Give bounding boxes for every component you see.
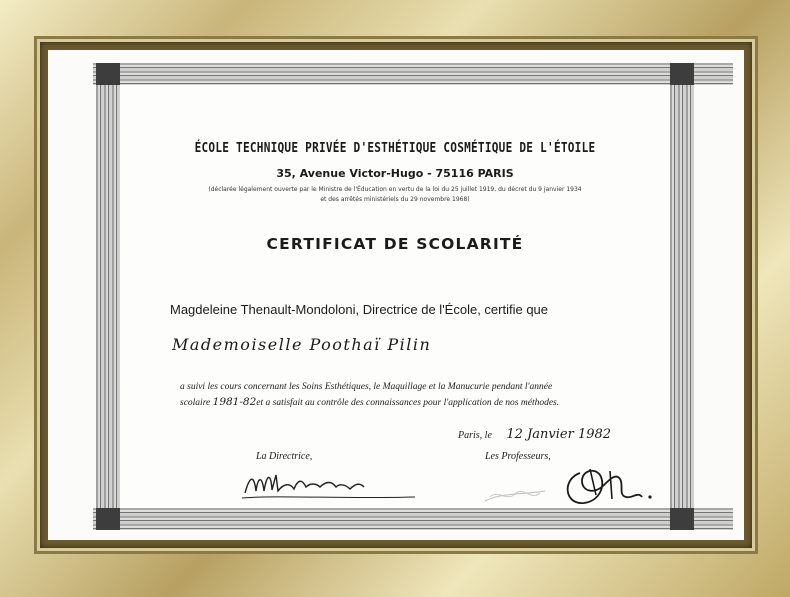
corner-bottom-right bbox=[670, 508, 694, 530]
body-line-2-suffix: et a satisfait au contrôle des connaissances pour l'application de nos méthodes. bbox=[256, 398, 560, 408]
place-label: Paris, le bbox=[458, 430, 492, 441]
director-signature bbox=[240, 465, 420, 505]
director-label: La Directrice, bbox=[256, 451, 313, 462]
certificate-paper bbox=[48, 50, 744, 540]
corner-bottom-left bbox=[96, 508, 120, 530]
body-line-2 bbox=[180, 396, 660, 408]
body-line-2-prefix: scolaire bbox=[180, 398, 211, 408]
body-line-1: a suivi les cours concernant les Soins Esthétiques, le Maquillage et la Manucurie pendant l'année bbox=[180, 382, 553, 392]
corner-top-left bbox=[96, 63, 120, 85]
professors-signature bbox=[560, 465, 670, 510]
border-band-top bbox=[93, 63, 733, 85]
certificate-title: CERTIFICAT DE SCOLARITÉ bbox=[266, 235, 524, 253]
legal-notice-line-1: (déclarée légalement ouverte par le Ministre de l'Éducation en vertu de la loi du 25 juillet 1919, du décret du 9 janvier 1934 bbox=[208, 186, 582, 193]
border-band-left bbox=[96, 68, 120, 528]
intro-statement: Magdeleine Thenault-Mondoloni, Directrice de l'École, certifie que bbox=[170, 302, 549, 317]
school-year: 1981-82 bbox=[212, 396, 257, 408]
recipient-name: Mademoiselle Poothaï Pilin bbox=[172, 335, 432, 354]
corner-top-right bbox=[670, 63, 694, 85]
faint-stamp bbox=[480, 483, 550, 508]
school-address: 35, Avenue Victor-Hugo - 75116 PARIS bbox=[276, 167, 514, 180]
school-name: ÉCOLE TECHNIQUE PRIVÉE D'ESTHÉTIQUE COSMÉTIQUE DE L'ÉTOILE bbox=[194, 140, 596, 156]
certificate-content bbox=[120, 85, 670, 508]
professors-label: Les Professeurs, bbox=[485, 451, 551, 462]
border-band-right bbox=[670, 68, 694, 528]
issue-date: 12 Janvier 1982 bbox=[506, 427, 612, 442]
legal-notice-line-2: et des arrêtés ministériels du 29 novembre 1968) bbox=[320, 196, 470, 203]
place-and-date bbox=[458, 427, 611, 442]
border-band-bottom bbox=[93, 508, 733, 530]
